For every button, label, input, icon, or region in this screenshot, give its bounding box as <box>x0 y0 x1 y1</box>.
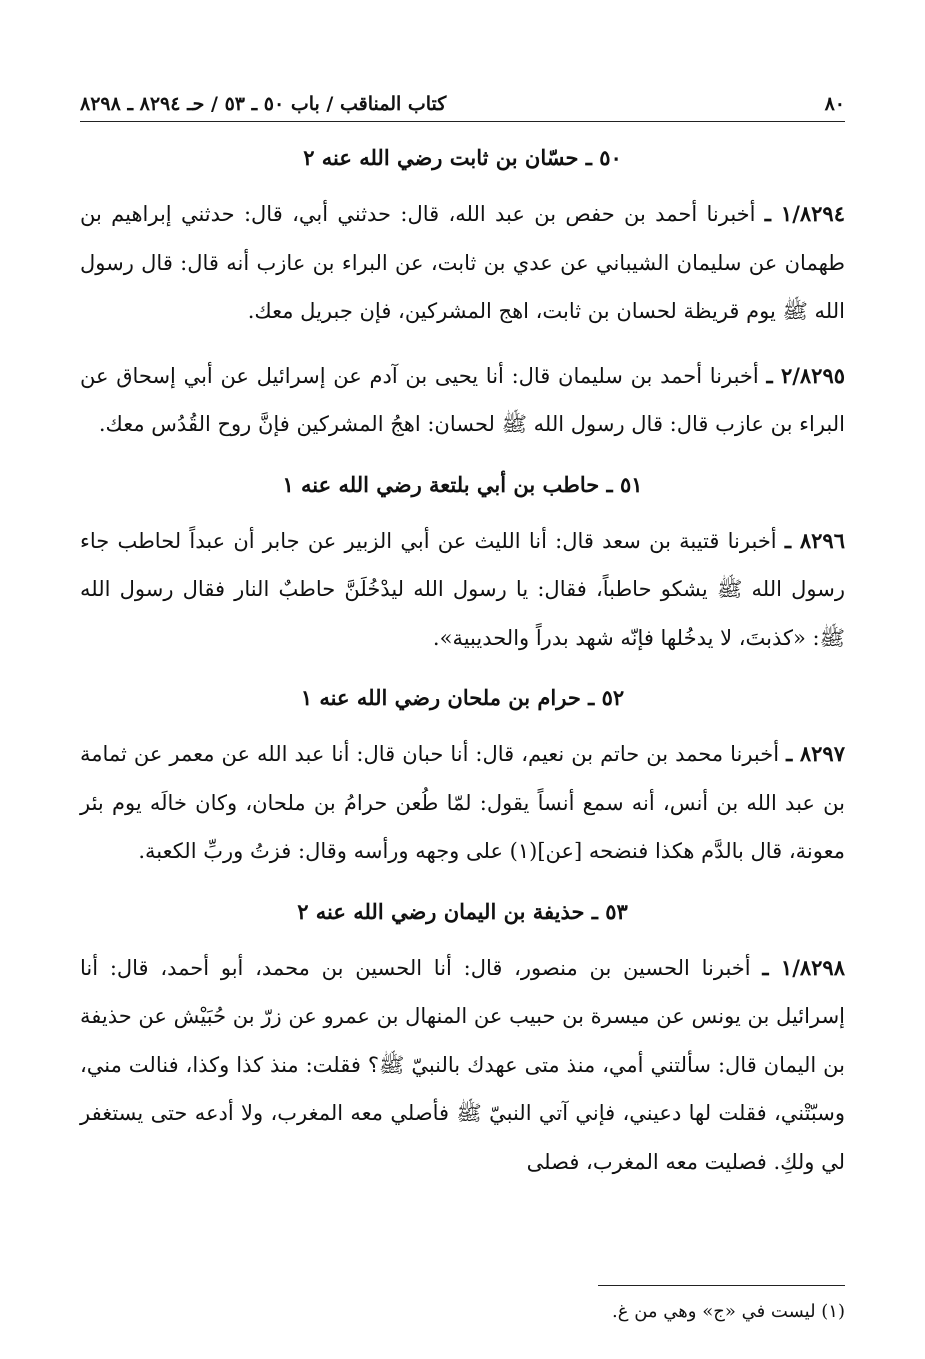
hadith-text: أخبرنا أحمد بن حفص بن عبد الله، قال: حدثني أبي، قال: حدثني إبراهيم بن طهمان عن سليمان الشيباني عن عدي بن ثابت، عن البراء بن عازب أنه قال: قال رسول الله ﷺ يوم قريظة لحسان بن ثابت، اهج المشركين، فإن جبريل معك. <box>80 202 845 323</box>
running-title: كتاب المناقب / باب ٥٠ ـ ٥٣ / حـ ٨٢٩٤ ـ ٨٢٩٨ <box>80 93 456 115</box>
hadith-number: ٨٢٩٦ ـ <box>784 527 845 553</box>
section-title: ٥٣ ـ حذيفة بن اليمان رضي الله عنه ٢ <box>297 898 628 924</box>
hadith-text: أخبرنا محمد بن حاتم بن نعيم، قال: أنا حبان قال: أنا عبد الله عن معمر عن ثمامة بن عبد الله بن أنس، أنه سمع أنساً يقول: لمّا طُعن حرامُ بن ملحان، وكان خالَه يوم بئر معونة، قال بالدَّم هكذا فنضحه [عن](١) على وجهه ورأسه وقال: فزتُ وربِّ الكعبة. <box>80 742 845 863</box>
footnote: (١) ليست في «ج» وهي من غ. <box>612 1301 845 1322</box>
hadith-paragraph <box>80 730 845 876</box>
page-body <box>80 88 845 1186</box>
hadith-text: أخبرنا قتيبة بن سعد قال: أنا الليث عن أبي الزبير عن جابر أن عبداً لحاطب جاء رسول الله ﷺ يشكو حاطباً، فقال: يا رسول الله ليدْخُلَنَّ حاطبٌ النار فقال رسول الله ﷺ: «كذبتَ، لا يدخُلها فإنّه شهد بدراً والحديبية». <box>80 528 845 650</box>
hadith-number: ٨٢٩٧ ـ <box>786 741 845 766</box>
hadith-number: ١/٨٢٩٤ ـ <box>764 201 845 226</box>
section-title: ٥٠ ـ حسّان بن ثابت رضي الله عنه ٢ <box>303 145 622 170</box>
hadith-text: أخبرنا الحسين بن منصور، قال: أنا الحسين بن محمد، أبو أحمد، قال: أنا إسرائيل بن يونس عن ميسرة بن حبيب عن المنهال بن عمرو عن زرّ بن حُبَيْش عن حذيفة بن اليمان قال: سألتني أمي، منذ متى عهدك بالنبيّ ﷺ؟ فقلت: منذ كذا وكذا، فنالت مني، وسبّتْني، فقلت لها دعيني، فإني آتي النبيّ ﷺ فأصلي معه المغرب، ولا أدعه حتى يستغفر لي ولكِ. فصليت معه المغرب، فصلى <box>80 955 845 1174</box>
running-header <box>80 88 845 122</box>
hadith-number: ١/٨٢٩٨ ـ <box>762 954 845 980</box>
hadith-text: أخبرنا أحمد بن سليمان قال: أنا يحيى بن آدم عن إسرائيل عن أبي إسحاق عن البراء بن عازب قال: قال رسول الله ﷺ لحسان: اهجُ المشركين فإنَّ روح القُدُس معك. <box>80 363 845 436</box>
footnote-divider <box>598 1285 845 1286</box>
hadith-paragraph <box>80 517 845 663</box>
hadith-paragraph <box>80 352 845 449</box>
hadith-paragraph <box>80 944 845 1187</box>
section-title: ٥١ ـ حاطب بن أبي بلتعة رضي الله عنه ١ <box>282 471 643 497</box>
hadith-number: ٢/٨٢٩٥ ـ <box>766 362 846 388</box>
section-title: ٥٢ ـ حرام بن ملحان رضي الله عنه ١ <box>300 685 625 710</box>
page-number: ٨٠ <box>815 93 845 115</box>
hadith-paragraph <box>80 190 845 336</box>
